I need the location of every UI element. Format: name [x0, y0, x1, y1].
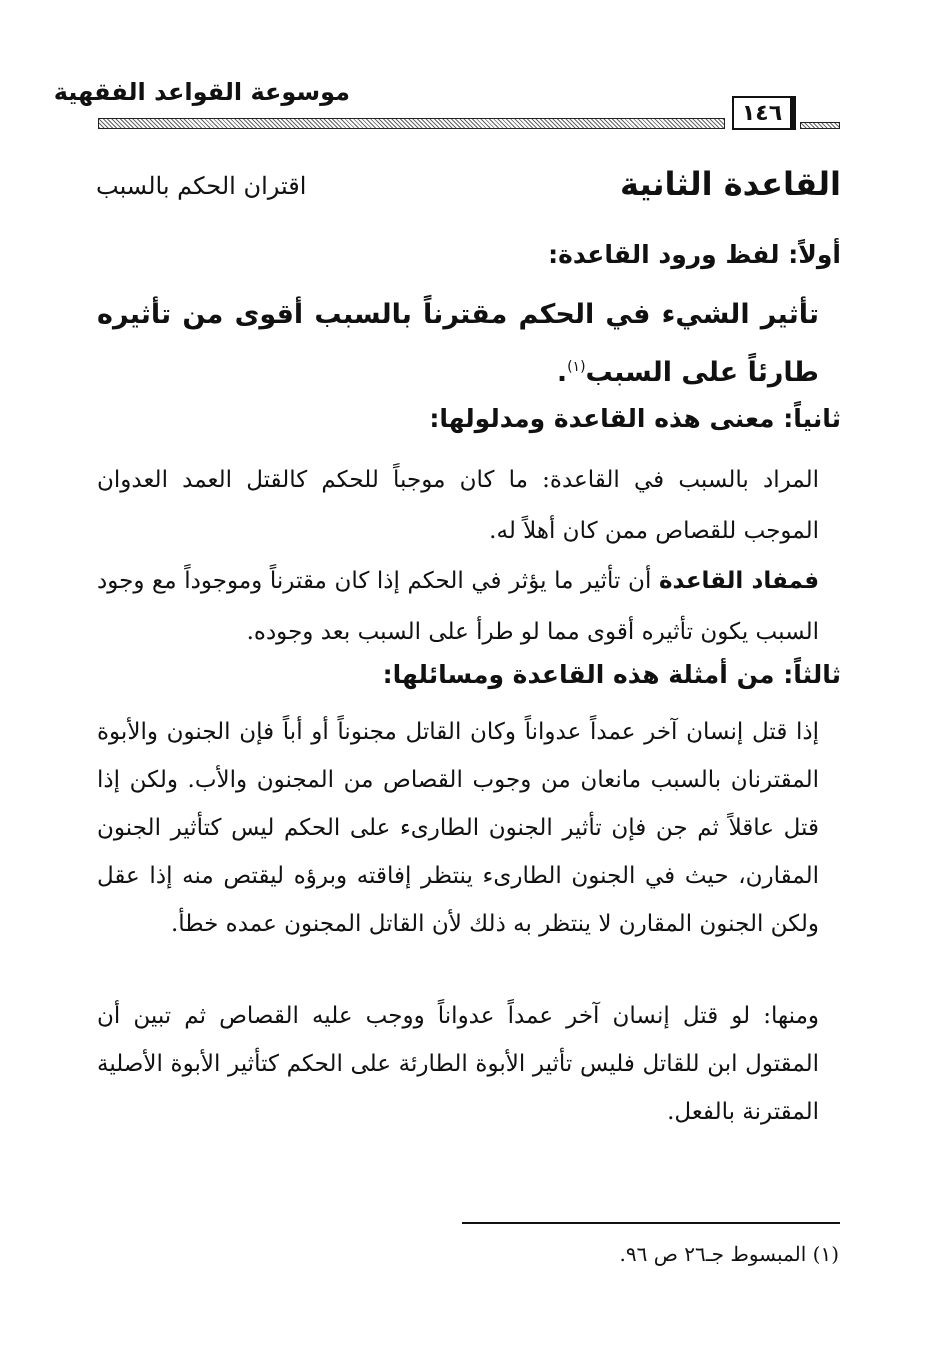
section-heading-3: ثالثاً: من أمثلة هذه القاعدة ومسائلها: [382, 660, 841, 689]
page-number: ١٤٦ [732, 96, 796, 130]
footnote: (١) المبسوط جـ٢٦ ص ٩٦. [619, 1242, 839, 1266]
header-rule-right [800, 122, 840, 129]
rule-title: القاعدة الثانية [620, 165, 841, 203]
example-paragraph-1: إذا قتل إنسان آخر عمداً عدواناً وكان القاتل مجنوناً أو أباً فإن الجنون والأبوة المقترنان بالسبب مانعان من وجوب القصاص من المجنون والأب. ولكن إذا قتل عاقلاً ثم جن فإن تأثير الجنون الطارىء على الحكم ليس كتأثير الجنون المقارن، حيث في الجنون الطارىء ينتظر إفاقته وبرؤه ليقتص منه إذا عقل ولكن الجنون المقارن لا ينتظر به ذلك لأن القاتل المجنون عمده خطأ. [97, 719, 819, 937]
header-rule [98, 118, 725, 129]
meaning-paragraph-1: المراد بالسبب في القاعدة: ما كان موجباً للحكم كالقتل العمد العدوان الموجب للقصاص ممن كان أهلاً له. [97, 467, 819, 544]
footnote-reference: (١) [567, 359, 586, 375]
example-paragraph-2: ومنها: لو قتل إنسان آخر عمداً عدواناً ووجب عليه القصاص ثم تبين أن المقتول ابن للقاتل فليس تأثير الأبوة الطارئة على الحكم كتأثير الأبوة الأصلية المقترنة بالفعل. [97, 1003, 819, 1125]
running-title: موسوعة القواعد الفقهية [53, 78, 350, 106]
section-heading-2: ثانياً: معنى هذه القاعدة ومدلولها: [429, 404, 841, 433]
rule-statement-text: تأثير الشيء في الحكم مقترناً بالسبب أقوى من تأثيره طارئاً على السبب [97, 299, 819, 388]
footnote-separator [462, 1222, 840, 1224]
meaning-paragraph-2-text: أن تأثير ما يؤثر في الحكم إذا كان مقترناً وموجوداً مع وجود السبب يكون تأثيره أقوى مما لو طرأ على السبب بعد وجوده. [97, 568, 819, 645]
rule-subtitle: اقتران الحكم بالسبب [96, 172, 307, 200]
rule-statement [97, 288, 819, 399]
meaning-paragraph-2 [97, 556, 819, 658]
section-heading-1: أولاً: لفظ ورود القاعدة: [548, 240, 841, 269]
meaning-paragraph-2-lead: فمفاد القاعدة [658, 568, 820, 594]
rule-statement-end: . [556, 357, 568, 388]
